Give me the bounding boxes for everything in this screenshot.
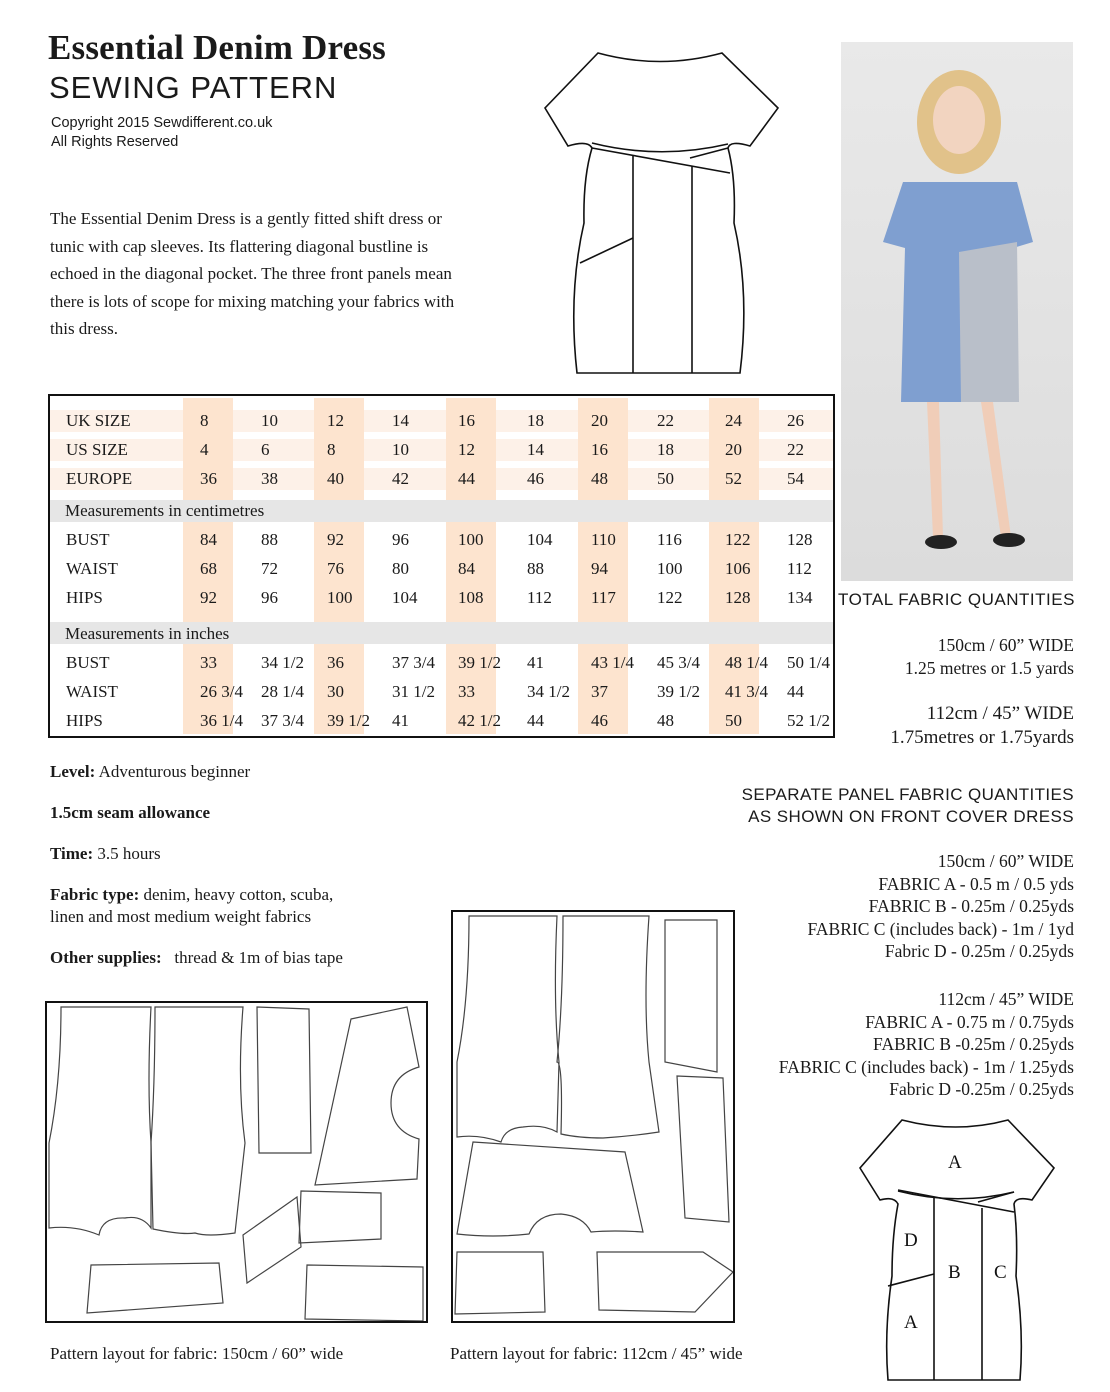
- size-chart-table: [48, 394, 835, 738]
- model-photo: [841, 42, 1073, 581]
- table-cell: 48: [591, 469, 608, 488]
- other-supplies-label: Other supplies:: [50, 948, 162, 967]
- table-cell: 37 3/4: [392, 653, 435, 672]
- table-cell: 22: [657, 411, 674, 430]
- page-title: Essential Denim Dress: [48, 28, 386, 67]
- table-cell: 48 1/4: [725, 653, 768, 672]
- table-cell: 76: [327, 559, 344, 578]
- table-cell: 44: [787, 682, 804, 701]
- fabric-type-label: Fabric type:: [50, 885, 140, 904]
- table-cell: 10: [392, 440, 409, 459]
- table-cell: 34 1/2: [527, 682, 570, 701]
- panel-fabric-150-line: FABRIC A - 0.5 m / 0.5 yds: [878, 873, 1074, 894]
- table-cell: 122: [725, 530, 751, 549]
- table-cell: 39 1/2: [327, 711, 370, 730]
- layout-112-diagram: [451, 910, 735, 1323]
- table-cell: 40: [327, 469, 344, 488]
- table-cell: 22: [787, 440, 804, 459]
- panel-fabric-150-line: FABRIC B - 0.25m / 0.25yds: [868, 896, 1074, 916]
- table-cell: 96: [392, 530, 409, 549]
- table-cell: 80: [392, 559, 409, 578]
- table-cell: 45 3/4: [657, 653, 700, 672]
- table-section-header: Measurements in centimetres: [65, 501, 265, 520]
- panel-fabric-112: [694, 988, 1074, 1101]
- seam-allowance-text: 1.5cm seam allowance: [50, 803, 211, 822]
- table-cell: 41 3/4: [725, 682, 768, 701]
- layout-150-caption: Pattern layout for fabric: 150cm / 60” wide: [50, 1344, 344, 1363]
- table-cell: 50 1/4: [787, 653, 830, 672]
- table-cell: 84: [200, 530, 217, 549]
- table-cell: 104: [392, 588, 418, 607]
- table-cell: 92: [200, 588, 217, 607]
- total-fabric-150: [814, 634, 1074, 679]
- table-row-label: WAIST: [66, 682, 118, 701]
- dress-panel-diagram: [858, 1116, 1058, 1384]
- table-cell: 18: [657, 440, 674, 459]
- table-row-label: HIPS: [66, 711, 103, 730]
- panel-fabric-150-title: 150cm / 60” WIDE: [937, 851, 1074, 871]
- fabric-type-value-2: linen and most medium weight fabrics: [50, 907, 312, 926]
- table-cell: 20: [725, 440, 742, 459]
- table-cell: 104: [527, 530, 553, 549]
- panel-fabric-150: [694, 850, 1074, 963]
- copyright: [51, 114, 272, 152]
- layout-150-diagram: [45, 1001, 428, 1323]
- table-cell: 42: [392, 469, 409, 488]
- table-cell: 4: [200, 440, 209, 459]
- panel-label-a-top: A: [948, 1152, 962, 1173]
- table-cell: 50: [725, 711, 742, 730]
- table-cell: 34 1/2: [261, 653, 304, 672]
- table-cell: 48: [657, 711, 674, 730]
- table-cell: 26: [787, 411, 804, 430]
- level-value: Adventurous beginner: [98, 762, 251, 781]
- table-cell: 44: [527, 711, 544, 730]
- total-fabric-112: [794, 702, 1074, 750]
- table-cell: 43 1/4: [591, 653, 634, 672]
- table-cell: 33: [200, 653, 217, 672]
- table-cell: 16: [458, 411, 475, 430]
- table-cell: 50: [657, 469, 674, 488]
- table-row-label: EUROPE: [66, 469, 133, 488]
- panel-fabric-heading-1: SEPARATE PANEL FABRIC QUANTITIES: [741, 785, 1074, 804]
- table-cell: 134: [787, 588, 813, 607]
- table-cell: 52 1/2: [787, 711, 830, 730]
- table-cell: 10: [261, 411, 278, 430]
- panel-fabric-112-line: Fabric D -0.25m / 0.25yds: [889, 1079, 1074, 1099]
- table-cell: 14: [527, 440, 544, 459]
- panel-label-d: D: [904, 1230, 918, 1251]
- table-row-label: BUST: [66, 530, 110, 549]
- level-label: Level:: [50, 762, 96, 781]
- table-cell: 41: [527, 653, 544, 672]
- total-fabric-112-title: 112cm / 45” WIDE: [926, 703, 1074, 724]
- table-cell: 18: [527, 411, 544, 430]
- panel-fabric-heading-2: AS SHOWN ON FRONT COVER DRESS: [748, 807, 1074, 826]
- table-cell: 37: [591, 682, 608, 701]
- total-fabric-heading: TOTAL FABRIC QUANTITIES: [838, 590, 1075, 609]
- layout-112-caption: Pattern layout for fabric: 112cm / 45” wide: [450, 1344, 743, 1363]
- table-cell: 36 1/4: [200, 711, 243, 730]
- table-row-label: WAIST: [66, 559, 118, 578]
- table-cell: 36: [200, 469, 217, 488]
- table-cell: 24: [725, 411, 742, 430]
- table-cell: 96: [261, 588, 278, 607]
- table-cell: 88: [527, 559, 544, 578]
- time-value: 3.5 hours: [97, 844, 161, 863]
- table-row-label: BUST: [66, 653, 110, 672]
- table-row-label: UK SIZE: [66, 411, 131, 430]
- fabric-type-value: denim, heavy cotton, scuba,: [143, 885, 334, 904]
- table-row-label: HIPS: [66, 588, 103, 607]
- page-subtitle: SEWING PATTERN: [49, 70, 338, 105]
- time-line: [50, 844, 161, 864]
- table-cell: 108: [458, 588, 484, 607]
- table-cell: 31 1/2: [392, 682, 435, 701]
- table-cell: 39 1/2: [458, 653, 501, 672]
- panel-fabric-150-line: Fabric D - 0.25m / 0.25yds: [884, 941, 1074, 961]
- table-cell: 112: [787, 559, 812, 578]
- table-cell: 41: [392, 711, 409, 730]
- table-cell: 68: [200, 559, 217, 578]
- table-cell: 44: [458, 469, 475, 488]
- model-figure-image: [841, 42, 1073, 581]
- other-supplies-value: thread & 1m of bias tape: [174, 948, 343, 967]
- table-cell: 46: [527, 469, 544, 488]
- table-cell: 42 1/2: [458, 711, 501, 730]
- panel-fabric-heading: [742, 784, 1074, 828]
- table-cell: 128: [725, 588, 751, 607]
- table-cell: 117: [591, 588, 616, 607]
- table-cell: 92: [327, 530, 344, 549]
- layout-150-pieces: [47, 1003, 426, 1321]
- dress-front-drawing: [540, 48, 785, 378]
- description: The Essential Denim Dress is a gently fitted shift dress or tunic with cap sleeves. Its flattering diagonal bustline is echoed in the diagonal pocket. The three front panels mean there is lots of scope for mixing matching your fabrics with this dress.: [50, 209, 455, 338]
- table-cell: 100: [327, 588, 353, 607]
- table-cell: 110: [591, 530, 616, 549]
- panel-label-b: B: [948, 1262, 961, 1283]
- copyright-line: Copyright 2015 Sewdifferent.co.uk: [51, 115, 273, 131]
- table-cell: 28 1/4: [261, 682, 304, 701]
- table-cell: 36: [327, 653, 344, 672]
- table-cell: 20: [591, 411, 608, 430]
- copyright-line: All Rights Reserved: [51, 134, 179, 150]
- total-fabric-112-amount: 1.75metres or 1.75yards: [890, 727, 1074, 748]
- table-cell: 72: [261, 559, 278, 578]
- panel-fabric-112-line: FABRIC C (includes back) - 1m / 1.25yds: [778, 1056, 1074, 1077]
- table-cell: 88: [261, 530, 278, 549]
- level-line: [50, 762, 250, 782]
- table-cell: 8: [200, 411, 209, 430]
- panel-fabric-150-line: FABRIC C (includes back) - 1m / 1yd: [807, 918, 1074, 939]
- layout-112-pieces: [453, 912, 733, 1321]
- total-fabric-150-title: 150cm / 60” WIDE: [937, 635, 1074, 655]
- panel-fabric-112-line: FABRIC B -0.25m / 0.25yds: [873, 1034, 1074, 1054]
- other-supplies: [50, 948, 343, 968]
- table-cell: 94: [591, 559, 608, 578]
- table-cell: 30: [327, 682, 344, 701]
- table-row-label: US SIZE: [66, 440, 128, 459]
- table-cell: 112: [527, 588, 552, 607]
- panel-fabric-112-line: FABRIC A - 0.75 m / 0.75yds: [865, 1011, 1074, 1032]
- table-cell: 122: [657, 588, 683, 607]
- table-cell: 26 3/4: [200, 682, 243, 701]
- table-cell: 54: [787, 469, 804, 488]
- panel-label-a-bottom: A: [904, 1312, 918, 1333]
- table-cell: 106: [725, 559, 751, 578]
- total-fabric-150-amount: 1.25 metres or 1.5 yards: [904, 657, 1074, 678]
- panel-label-c: C: [994, 1262, 1007, 1283]
- table-section-header: Measurements in inches: [65, 624, 230, 643]
- table-cell: 16: [591, 440, 608, 459]
- table-cell: 39 1/2: [657, 682, 700, 701]
- table-cell: 12: [458, 440, 475, 459]
- table-cell: 128: [787, 530, 813, 549]
- panel-fabric-112-title: 112cm / 45” WIDE: [938, 989, 1074, 1009]
- seam-allowance: [50, 803, 210, 823]
- table-cell: 84: [458, 559, 475, 578]
- table-cell: 116: [657, 530, 682, 549]
- table-cell: 100: [657, 559, 683, 578]
- table-cell: 33: [458, 682, 475, 701]
- table-cell: 14: [392, 411, 409, 430]
- table-cell: 46: [591, 711, 608, 730]
- table-cell: 37 3/4: [261, 711, 304, 730]
- table-cell: 38: [261, 469, 278, 488]
- table-cell: 6: [261, 440, 270, 459]
- table-cell: 52: [725, 469, 742, 488]
- table-cell: 12: [327, 411, 344, 430]
- fabric-type: [50, 884, 333, 928]
- table-cell: 8: [327, 440, 336, 459]
- time-label: Time:: [50, 844, 94, 863]
- table-cell: 100: [458, 530, 484, 549]
